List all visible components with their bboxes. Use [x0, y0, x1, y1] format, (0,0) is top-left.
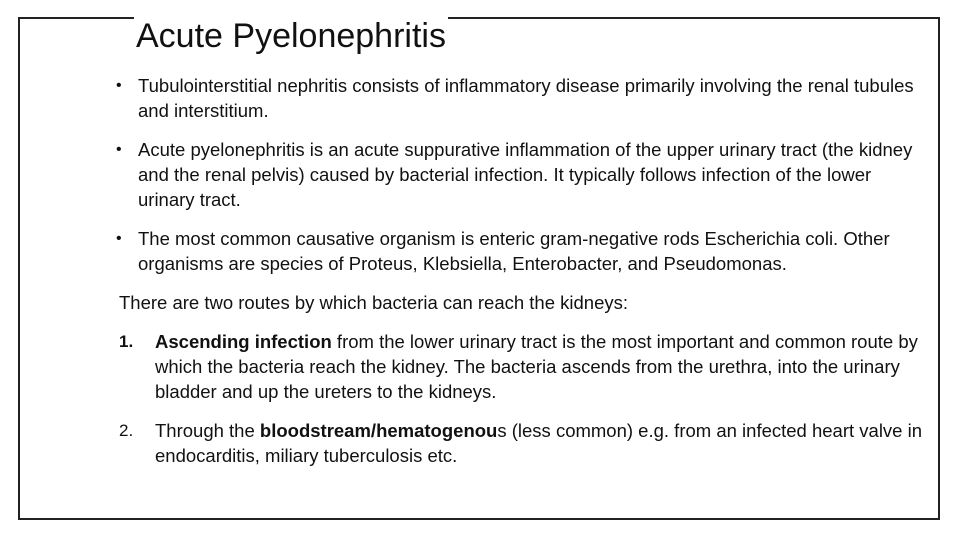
bullet-marker: • — [116, 77, 122, 94]
bullet-text: Acute pyelonephritis is an acute suppurative inflammation of the upper urinary tract (the kidney and the renal pelvis) caused by bacterial infection. It typically follows infection of the lower urinary tract. — [138, 139, 913, 210]
routes-list — [110, 329, 922, 468]
route-item-ascending — [110, 329, 922, 404]
route-number: 2. — [119, 421, 134, 440]
bullet-marker: • — [116, 141, 122, 158]
bullet-text: Tubulointerstitial nephritis consists of inflammatory disease primarily involving the renal tubules and interstitium. — [138, 75, 914, 121]
route-term: bloodstream/hematogenou — [259, 420, 498, 441]
bullet-marker: • — [116, 230, 122, 247]
routes-intro: There are two routes by which bacteria can reach the kidneys: — [119, 292, 629, 313]
route-item-hematogenous — [110, 418, 922, 468]
bullet-item-tubulointerstitial — [110, 73, 922, 123]
bullet-list — [110, 73, 922, 276]
slide-title: Acute Pyelonephritis — [134, 14, 448, 58]
bullet-text: The most common causative organism is enteric gram-negative rods Escherichia coli. Other organisms are species of Proteus, Klebsiella, Enterobacter, and Pseudomonas. — [138, 228, 890, 274]
route-term: Ascending infection — [155, 331, 332, 352]
route-text: from the lower urinary tract is the most important and common route by which the bacteria reach the kidney. The bacteria ascends from the urethra, into the urinary bladder and up the ureters to the kidneys. — [155, 331, 918, 402]
route-number: 1. — [119, 332, 134, 351]
route-text: s (less common) e.g. from an infected heart valve in endocarditis, miliary tuberculosis etc. — [155, 420, 923, 466]
bullet-item-causative-organism — [110, 226, 922, 276]
slide-body — [110, 73, 922, 482]
bullet-item-acute-pyelonephritis — [110, 137, 922, 212]
route-text-lead: Through the — [155, 420, 260, 441]
